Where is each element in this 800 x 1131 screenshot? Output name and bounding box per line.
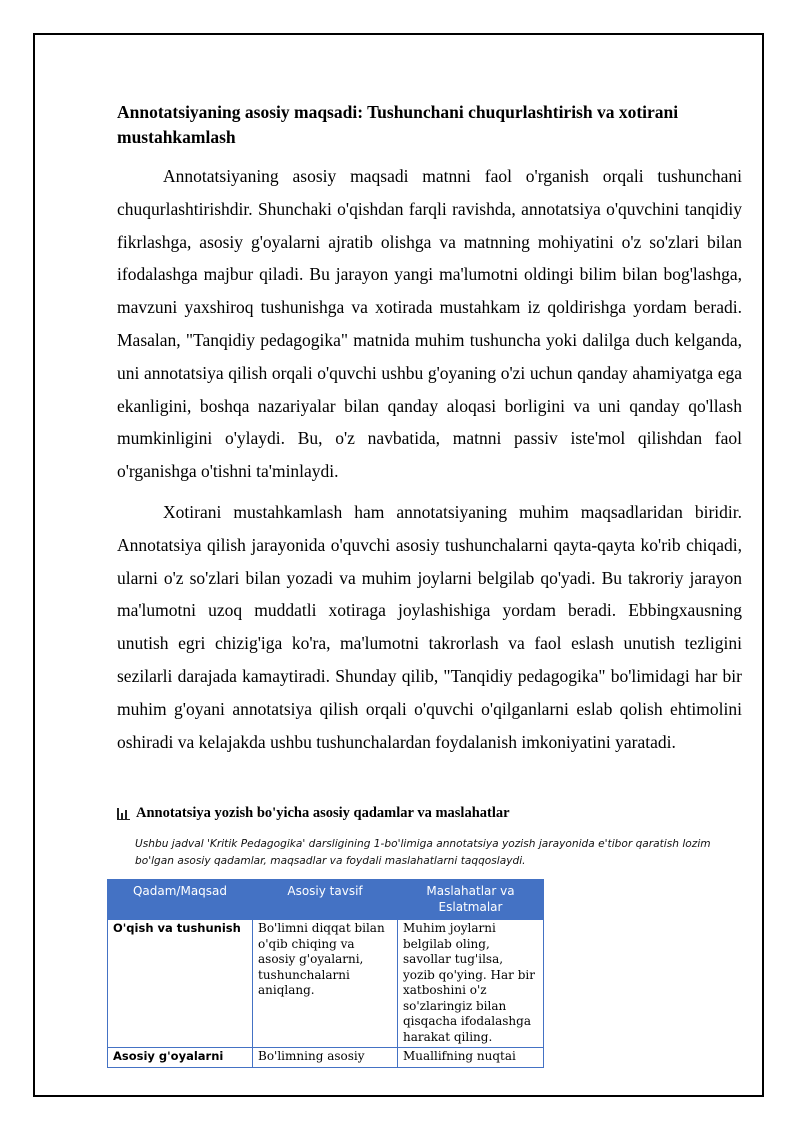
table-row <box>108 1048 544 1068</box>
column-header: Qadam/Maqsad <box>108 880 253 920</box>
column-header: Asosiy tavsif <box>253 880 398 920</box>
table-cell: Asosiy g'oyalarni <box>108 1048 253 1068</box>
table-title <box>117 805 510 822</box>
column-header: Maslahatlar va Eslatmalar <box>398 880 544 920</box>
table-cell: Muhim joylarni belgilab oling, savollar tug'ilsa, yozib qo'ying. Har bir xatboshini o'z so'zlaringiz bilan qisqacha ifodalashga harakat qiling. <box>398 920 544 1048</box>
table-cell: Bo'limning asosiy <box>253 1048 398 1068</box>
section-heading: Annotatsiyaning asosiy maqsadi: Tushunchani chuqurlashtirish va xotirani mustahkamlash <box>117 102 679 147</box>
steps-table <box>107 879 544 1068</box>
bar-chart-icon <box>117 808 130 820</box>
table-row <box>108 920 544 1048</box>
table-header-row <box>108 880 544 920</box>
table-cell: Bo'limni diqqat bilan o'qib chiqing va asosiy g'oyalarni, tushunchalarni aniqlang. <box>253 920 398 1048</box>
paragraph-1: Annotatsiyaning asosiy maqsadi matnni faol o'rganish orqali tushunchani chuqurlashtirishdir. Shunchaki o'qishdan farqli ravishda, annotatsiya o'quvchini tanqidiy fikrlashga, asosiy g'oyalarni ajratib olishga va matnning mohiyatini o'z so'zlari bilan ifodalashga majbur qiladi. Bu jarayon yangi ma'lumotni oldingi bilim bilan bog'lashga, mavzuni yaxshiroq tushunishga va xotirada mustahkam iz qoldirishga yordam beradi. Masalan, "Tanqidiy pedagogika" matnida muhim tushuncha yoki dalilga duch kelganda, uni annotatsiya qilish orqali o'quvchi ushbu g'oyaning o'zi uchun qanday ahamiyatga ega ekanligini, boshqa nazariyalar bilan qanday aloqasi borligini va uni qanday qo'llash mumkinligini o'ylaydi. Bu, o'z navbatida, matnni passiv iste'mol qilishdan faol o'rganishga o'tishni ta'minlaydi. <box>117 166 742 482</box>
table-cell: Muallifning nuqtai <box>398 1048 544 1068</box>
table-cell: O'qish va tushunish <box>108 920 253 1048</box>
table-title-text: Annotatsiya yozish bo'yicha asosiy qadamlar va maslahatlar <box>136 805 510 821</box>
table-caption: Ushbu jadval 'Kritik Pedagogika' darsligining 1-bo'limiga annotatsiya yozish jarayonida e'tibor qaratish lozim bo'lgan asosiy qadamlar, maqsadlar va foydali maslahatlarni taqqoslaydi. <box>135 838 711 867</box>
document-body <box>117 100 742 766</box>
paragraph-2: Xotirani mustahkamlash ham annotatsiyaning muhim maqsadlaridan biridir. Annotatsiya qilish jarayonida o'quvchi asosiy tushunchalarni qayta-qayta ko'rib chiqadi, ularni o'z so'zlari bilan yozadi va muhim joylarni belgilab qo'yadi. Bu takroriy jarayon ma'lumotni uzoq muddatli xotiraga joylashishiga yordam beradi. Ebbingxausning unutish egri chizig'iga ko'ra, ma'lumotni takrorlash va faol eslash unutish tezligini sezilarli darajada kamaytiradi. Shunday qilib, "Tanqidiy pedagogika" bo'limidagi har bir muhim g'oyani annotatsiya qilish orqali o'quvchi o'qilganlarni eslab qolish ehtimolini oshiradi va kelajakda ushbu tushunchalardan foydalanish imkoniyatini yaratadi. <box>117 501 742 752</box>
